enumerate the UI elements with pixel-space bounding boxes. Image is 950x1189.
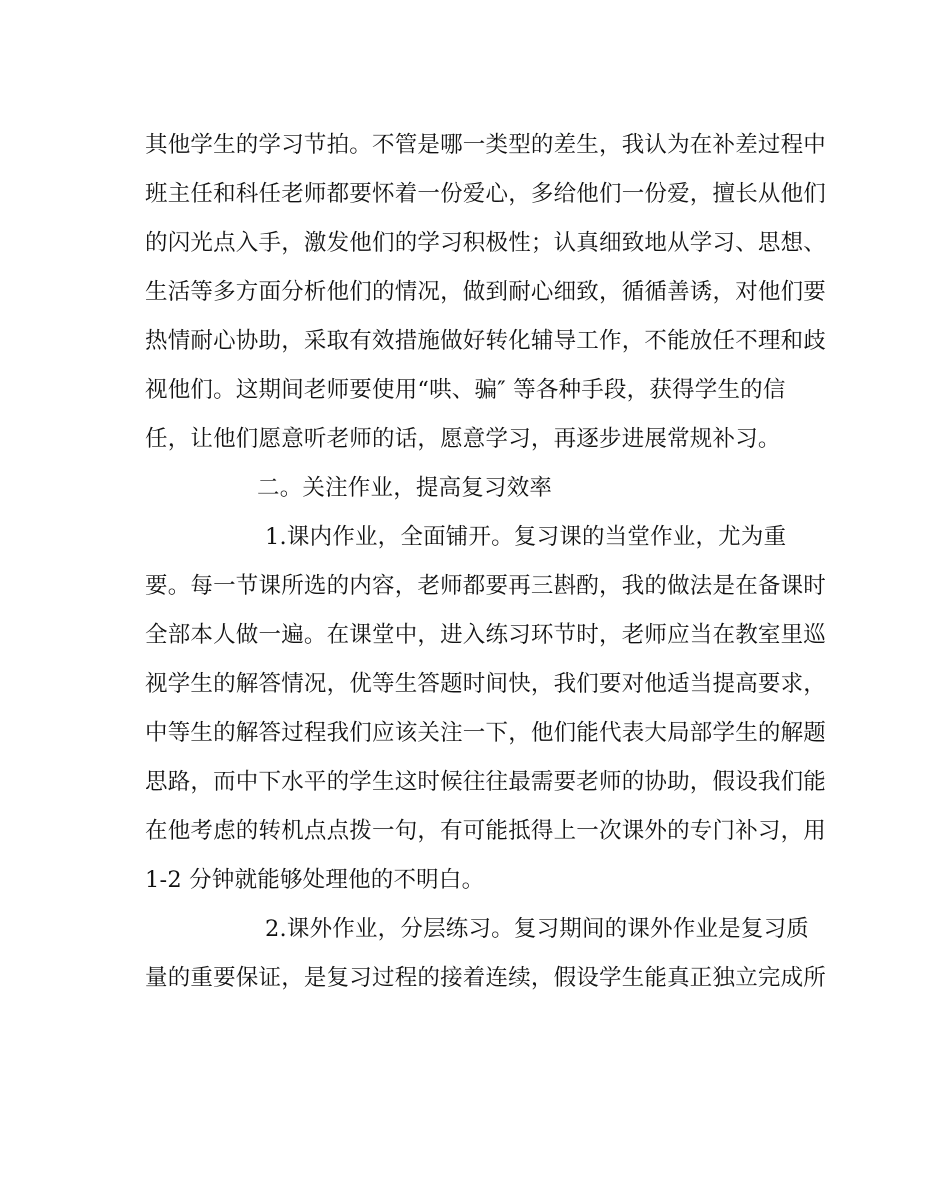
text-line: 在他考虑的转机点点拨一句，有可能抵得上一次课外的专门补习，用 <box>145 818 827 844</box>
text-line: 要。每一节课所选的内容，老师都要再三斟酌，我的做法是在备课时 <box>145 573 827 599</box>
text-line: 量的重要保证，是复习过程的接着连续，假设学生能真正独立完成所 <box>145 965 827 991</box>
text-line: 1-2 分钟就能够处理他的不明白。 <box>145 867 485 893</box>
text-line: 中等生的解答过程我们应该关注一下，他们能代表大局部学生的解题 <box>145 720 827 746</box>
text-line: 视学生的解答情况，优等生答题时间快，我们要对他适当提高要求， <box>145 671 827 697</box>
text-line: 其他学生的学习节拍。不管是哪一类型的差生，我认为在补差过程中 <box>145 132 827 158</box>
text-line: 热情耐心协助，采取有效措施做好转化辅导工作，不能放任不理和歧 <box>145 328 827 354</box>
text-line: 任，让他们愿意听老师的话，愿意学习，再逐步进展常规补习。 <box>145 426 781 452</box>
text-line: 全部本人做一遍。在课堂中，进入练习环节时，老师应当在教室里巡 <box>145 622 827 648</box>
text-line: 思路，而中下水平的学生这时候往往最需要老师的协助，假设我们能 <box>145 769 827 795</box>
text-line: 班主任和科任老师都要怀着一份爱心，多给他们一份爱，擅长从他们 <box>145 181 827 207</box>
paragraph-first-line: 1.课内作业，全面铺开。复习课的当堂作业，尤为重 <box>265 524 787 550</box>
section-heading: 二。关注作业，提高复习效率 <box>257 475 553 501</box>
text-line: 视他们。这期间老师要使用“哄、骗″ 等各种手段，获得学生的信 <box>145 377 786 403</box>
paragraph-first-line: 2.课外作业，分层练习。复习期间的课外作业是复习质 <box>265 916 809 942</box>
text-line: 的闪光点入手，激发他们的学习积极性；认真细致地从学习、思想、 <box>145 230 827 256</box>
text-line: 生活等多方面分析他们的情况，做到耐心细致，循循善诱，对他们要 <box>145 279 827 305</box>
